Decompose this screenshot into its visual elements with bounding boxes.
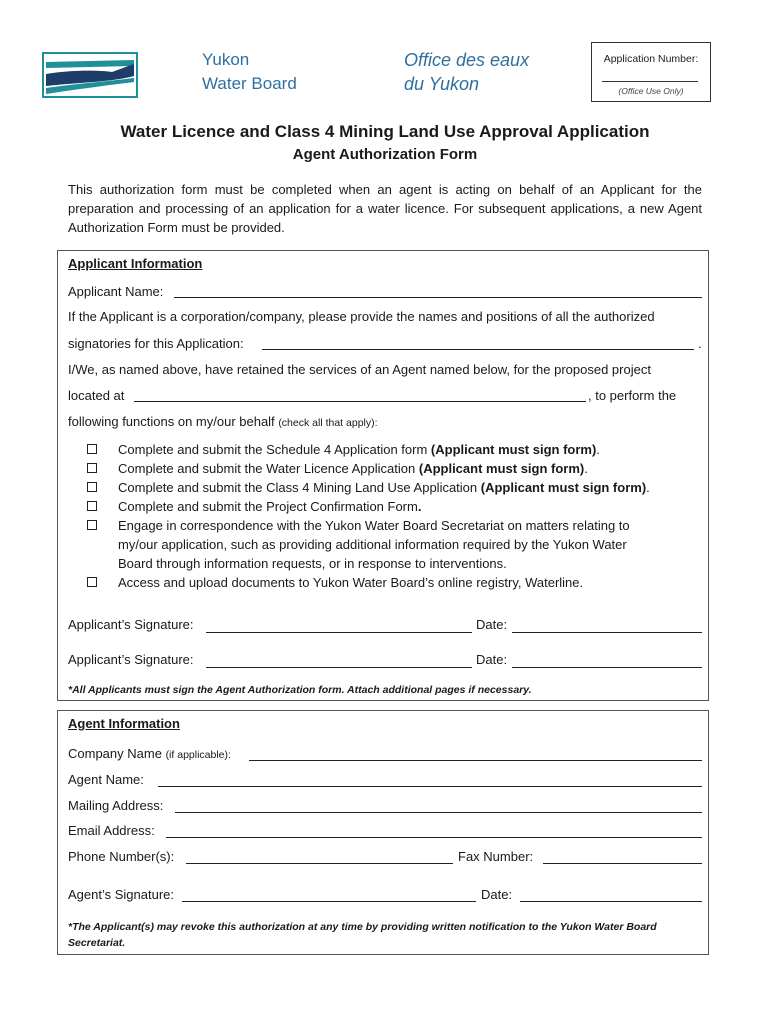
mailing-address-field[interactable] [175,812,702,813]
option-text: my/our application, such as providing additional information required by the Yukon Water [118,537,627,552]
signatories-field[interactable] [262,349,694,350]
agent-note: *The Applicant(s) may revoke this authorization at any time by providing written notification to the Yukon Water Board Secretariat. [68,921,657,949]
company-label: Company Name [68,746,162,761]
option-label [118,478,650,497]
corp-text: If the Applicant is a corporation/company, please provide the names and positions of all the authorized [68,309,655,324]
office-use-label: (Office Use Only) [618,86,684,96]
org-en-line1: Yukon [202,50,250,69]
option-end: . [584,461,588,476]
option-end: . [646,480,650,495]
located-label: located at [68,388,125,403]
applicant-date-label: Date: [476,652,508,667]
option-label-cont [118,535,627,554]
agent-date-label: Date: [481,887,513,902]
applicant-signature-label: Applicant’s Signature: [68,617,194,632]
functions-note: (check all that apply): [278,417,378,429]
perform-text: , to perform the [588,388,677,403]
mailing-address-label: Mailing Address: [68,798,164,813]
agent-name-field[interactable] [158,786,702,787]
agent-signature-label: Agent’s Signature: [68,887,174,902]
option-end: . [596,442,600,457]
applicant-date-label: Date: [476,617,508,632]
option-checkbox[interactable] [87,577,97,587]
form-subtitle: Agent Authorization Form [292,146,478,163]
option-label [118,516,630,535]
org-fr-line2: du Yukon [404,74,480,94]
applicant-signature-field[interactable] [206,632,472,633]
option-bold: (Applicant must sign form) [418,461,585,476]
option-checkbox[interactable] [87,482,97,492]
intro-paragraph: This authorization form must be completed when an agent is acting on behalf of an Applicant for the preparation and processing of an application for a water licence. For subsequent applications, a new Agent Authorization Form must be provided. [68,182,702,235]
project-location-field[interactable] [134,401,586,402]
applicant-name-field[interactable] [174,297,702,298]
fax-number-label: Fax Number: [458,849,534,864]
agent-heading: Agent Information [68,716,180,731]
option-checkbox[interactable] [87,444,97,454]
option-checkbox[interactable] [87,520,97,530]
option-checkbox[interactable] [87,463,97,473]
org-fr-line1: Office des eaux [404,50,530,70]
option-text: Board through information requests, or in response to interventions. [118,556,507,571]
signatories-label: signatories for this Application: [68,336,244,351]
company-line [68,745,231,764]
form-title: Water Licence and Class 4 Mining Land Use Approval Application [120,122,650,141]
company-note: (if applicable): [165,749,231,761]
email-address-label: Email Address: [68,823,155,838]
application-number-field[interactable] [602,81,698,82]
applicant-note: *All Applicants must sign the Agent Authorization form. Attach additional pages if necessary. [68,684,532,696]
org-en-line2: Water Board [202,74,297,93]
yukon-water-board-logo [42,52,138,98]
signatories-end: . [698,336,702,351]
option-text: Complete and submit the Water Licence Application [118,461,419,476]
applicant-date-field[interactable] [512,632,702,633]
phone-number-field[interactable] [186,863,453,864]
option-text: Complete and submit the Schedule 4 Application form [118,442,431,457]
application-number-box [591,42,711,102]
org-name-en [202,48,297,96]
option-text: Engage in correspondence with the Yukon Water Board Secretariat on matters relating to [118,518,630,533]
option-label [118,573,583,592]
option-text: Access and upload documents to Yukon Water Board’s online registry, Waterline. [118,575,584,590]
option-text: Complete and submit the Class 4 Mining Land Use Application [118,480,481,495]
option-bold: . [417,499,422,514]
phone-number-label: Phone Number(s): [68,849,175,864]
option-checkbox[interactable] [87,501,97,511]
application-number-label: Application Number: [603,53,699,65]
applicant-date-field[interactable] [512,667,702,668]
option-label [118,459,588,478]
agent-date-field[interactable] [520,901,702,902]
functions-text: following functions on my/our behalf [68,414,275,429]
option-label-cont [118,554,507,573]
company-name-field[interactable] [249,760,702,761]
option-bold: (Applicant must sign form) [480,480,647,495]
applicant-name-label: Applicant Name: [68,284,164,299]
fax-number-field[interactable] [543,863,702,864]
option-text: Complete and submit the Project Confirmation Form [118,499,418,514]
agent-name-label: Agent Name: [68,772,144,787]
agent-signature-field[interactable] [182,901,476,902]
retained-text: I/We, as named above, have retained the services of an Agent named below, for the proposed project [68,362,651,377]
email-address-field[interactable] [166,837,702,838]
option-label [118,497,421,516]
applicant-signature-label: Applicant’s Signature: [68,652,194,667]
option-bold: (Applicant must sign form) [430,442,597,457]
functions-line [68,413,378,432]
applicant-signature-field[interactable] [206,667,472,668]
option-label [118,440,600,459]
applicant-heading: Applicant Information [68,256,203,271]
org-name-fr [404,48,529,96]
